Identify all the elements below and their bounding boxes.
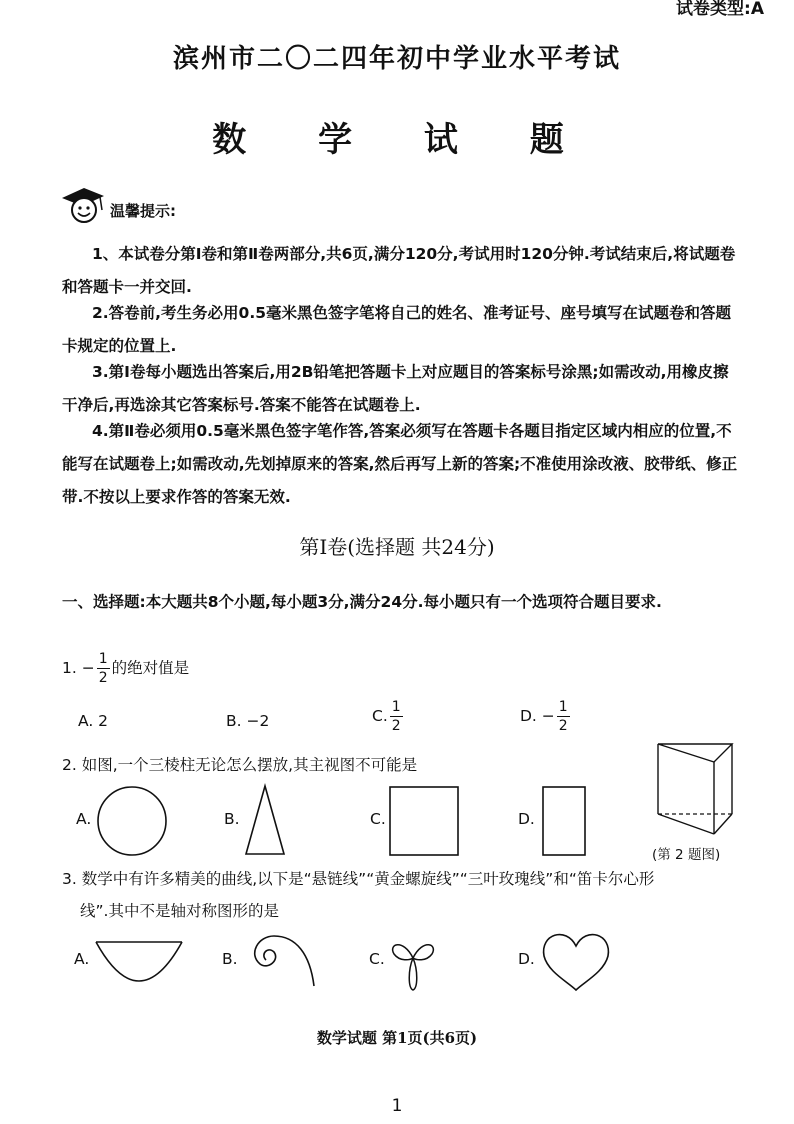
q2-option-b: B. (224, 810, 240, 828)
q1-option-b: B. −2 (226, 712, 270, 730)
q2-option-a: A. (76, 810, 92, 828)
page-footer: 数学试题 第1页(共6页) (316, 1029, 478, 1047)
question-3-stem-line2: 线”.其中不是轴对称图形的是 (80, 902, 279, 920)
paper-type: 试卷类型:A (676, 0, 764, 19)
fraction-denominator: 2 (558, 718, 568, 734)
question-3-stem-line1: 3. 数学中有许多精美的曲线,以下是“悬链线”“黄金螺旋线”“三叶玫瑰线”和“笛卡尔心形 (62, 870, 655, 888)
fraction (557, 700, 570, 733)
catenary-curve (94, 938, 184, 986)
square-shape (389, 786, 459, 856)
circle-shape (96, 785, 168, 857)
question-number: 1. (62, 659, 77, 677)
tips-heading: 温馨提示: (110, 202, 176, 220)
page-number: 1 (391, 1096, 403, 1116)
fraction-denominator: 2 (98, 670, 108, 686)
golden-spiral-curve (240, 924, 330, 992)
rectangle-shape (542, 786, 586, 856)
q1-option-c (372, 700, 405, 733)
part-title: 第Ⅰ卷(选择题 共24分) (299, 535, 495, 559)
fraction-numerator: 1 (98, 651, 108, 667)
question-1-stem (62, 652, 189, 685)
tip-item-1: 1、本试卷分第Ⅰ卷和第Ⅱ卷两部分,共6页,满分120分,考试用时120分钟.考试结束后,将试题卷和答题卡一并交回. (62, 245, 736, 296)
q1-option-d (520, 700, 572, 733)
q2-option-d: D. (518, 810, 535, 828)
fraction-numerator: 1 (391, 699, 401, 715)
cardioid-heart-curve (540, 930, 612, 992)
fraction-denominator: 2 (391, 718, 401, 734)
q3-option-a: A. (74, 950, 90, 968)
triangle-shape (244, 784, 286, 856)
three-leaf-rose-curve (388, 926, 438, 992)
q1-option-d-label: D. − (520, 707, 555, 725)
q3-option-c: C. (369, 950, 385, 968)
triangular-prism-figure (654, 742, 736, 840)
q2-option-c: C. (370, 810, 386, 828)
section-intro: 一、选择题:本大题共8个小题,每小题3分,满分24分.每小题只有一个选项符合题目要求. (62, 593, 662, 611)
tip-item-4: 4.第Ⅱ卷必须用0.5毫米黑色签字笔作答,答案必须写在答题卡各题目指定区域内相应的位置,不能写在试题卷上;如需改动,先划掉原来的答案,然后再写上新的答案;不准使用涂改液、胶带纸、修正带.不按以上要求作答的答案无效. (62, 422, 738, 506)
question-1-tail: 的绝对值是 (111, 659, 190, 677)
fraction-numerator: 1 (558, 699, 568, 715)
exam-title: 滨州市二〇二四年初中学业水平考试 (172, 44, 621, 74)
fraction (97, 652, 110, 685)
tip-item-3: 3.第Ⅰ卷每小题选出答案后,用2B铅笔把答题卡上对应题目的答案标号涂黑;如需改动,用橡皮擦干净后,再选涂其它答案标号.答案不能答在试题卷上. (62, 363, 729, 414)
q1-option-c-label: C. (372, 707, 388, 725)
fraction (390, 700, 403, 733)
smiley-graduate-icon (60, 186, 106, 226)
q1-option-a: A. 2 (78, 712, 109, 730)
question-2-stem: 2. 如图,一个三棱柱无论怎么摆放,其主视图不可能是 (62, 756, 418, 774)
q3-option-b: B. (222, 950, 238, 968)
tip-item-2: 2.答卷前,考生务必用0.5毫米黑色签字笔将自己的姓名、准考证号、座号填写在试题卷和答题卡规定的位置上. (62, 304, 732, 355)
q3-option-d: D. (518, 950, 535, 968)
figure-caption: (第 2 题图) (652, 847, 721, 863)
subject-title: 数 学 试 题 (212, 120, 582, 160)
minus-sign: − (81, 659, 95, 677)
